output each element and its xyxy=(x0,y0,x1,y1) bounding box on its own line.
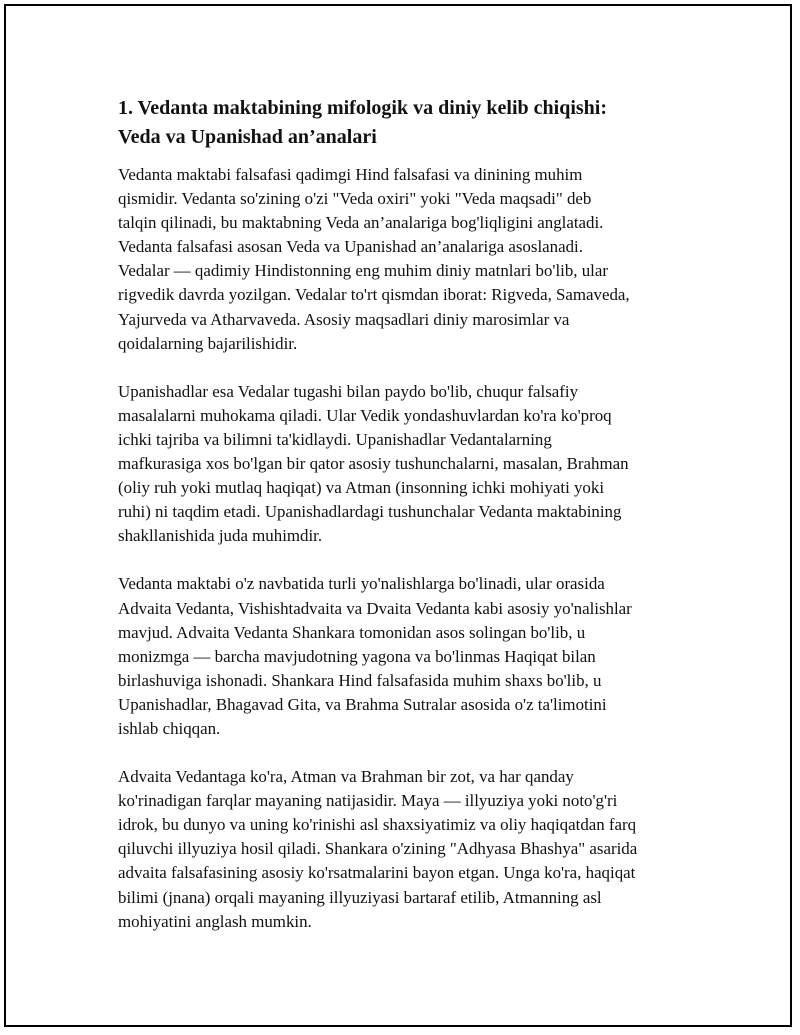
text-line: Upanishadlar esa Vedalar tugashi bilan paydo bo'lib, chuqur falsafiy xyxy=(118,381,579,401)
text-line: idrok, bu dunyo va uning ko'rinishi asl shaxsiyatimiz va oliy haqiqatdan farq xyxy=(118,815,637,835)
section-heading xyxy=(118,94,668,152)
text-line: advaita falsafasining asosiy ko'rsatmalarini bayon etgan. Unga ko'ra, haqiqat xyxy=(118,863,636,883)
text-line: qoidalarning bajarilishidir. xyxy=(118,333,298,353)
text-line: mavjud. Advaita Vedanta Shankara tomonidan asos solingan bo'lib, u xyxy=(118,622,586,642)
text-line: Vedanta maktabi falsafasi qadimgi Hind falsafasi va dinining muhim xyxy=(118,165,583,184)
text-line: shakllanishida juda muhimdir. xyxy=(118,526,323,546)
text-line: (oliy ruh yoki mutlaq haqiqat) va Atman (insonning ichki mohiyati yoki xyxy=(118,478,605,498)
text-line: ishlab chiqqan. xyxy=(118,718,221,738)
text-line: Advaita Vedanta, Vishishtadvaita va Dvaita Vedanta kabi asosiy yo'nalishlar xyxy=(118,598,632,618)
heading-line: 1. Vedanta maktabining mifologik va diniy kelib chiqishi: xyxy=(118,97,608,119)
text-line: birlashuviga ishonadi. Shankara Hind falsafasida muhim shaxs bo'lib, u xyxy=(118,670,602,690)
text-line: ko'rinadigan farqlar mayaning natijasidir. Maya — illyuziya yoki noto'g'ri xyxy=(118,791,618,811)
text-line: masalalarni muhokama qiladi. Ular Vedik yondashuvlardan ko'ra ko'proq xyxy=(118,405,612,425)
heading-line: Veda va Upanishad an’analari xyxy=(118,126,377,148)
text-line: qiluvchi illyuziya hosil qiladi. Shankara o'zining "Adhyasa Bhashya" asarida xyxy=(118,839,638,859)
text-line: qismidir. Vedanta so'zining o'zi "Veda oxiri" yoki "Veda maqsadi" deb xyxy=(118,189,592,209)
text-line: ruhi) ni taqdim etadi. Upanishadlardagi tushunchalar Vedanta maktabining xyxy=(118,502,622,522)
text-line: rigvedik davrda yozilgan. Vedalar to'rt qismdan iborat: Rigveda, Samaveda, xyxy=(118,285,630,305)
text-line: Vedanta maktabi o'z navbatida turli yo'nalishlarga bo'linadi, ular orasida xyxy=(118,574,605,594)
text-line: ichki tajriba va bilimni ta'kidlaydi. Upanishadlar Vedantalarning xyxy=(118,429,552,449)
text-line: Vedalar — qadimiy Hindistonning eng muhim diniy matnlari bo'lib, ular xyxy=(118,261,608,281)
text-line: Vedanta falsafasi asosan Veda va Upanishad an’analariga asoslanadi. xyxy=(118,237,583,257)
text-line: Upanishadlar, Bhagavad Gita, va Brahma Sutralar asosida o'z ta'limotini xyxy=(118,694,607,714)
text-line: monizmga — barcha mavjudotning yagona va bo'linmas Haqiqat bilan xyxy=(118,646,596,666)
text-line: talqin qilinadi, bu maktabning Veda an’analariga bog'liqligini anglatadi. xyxy=(118,213,604,233)
text-line: mafkurasiga xos bo'lgan bir qator asosiy tushunchalarni, masalan, Brahman xyxy=(118,454,629,474)
text-line: bilimi (jnana) orqali mayaning illyuziyasi bartaraf etilib, Atmanning asl xyxy=(118,887,602,907)
text-line: Advaita Vedantaga ko'ra, Atman va Brahman bir zot, va har qanday xyxy=(118,767,574,787)
text-line: mohiyatini anglash mumkin. xyxy=(118,911,312,931)
paragraph-4 xyxy=(118,765,668,934)
paragraph-1 xyxy=(118,163,668,356)
document-body xyxy=(118,94,668,958)
paragraph-3 xyxy=(118,572,668,741)
text-line: Yajurveda va Atharvaveda. Asosiy maqsadlari diniy marosimlar va xyxy=(118,309,570,329)
paragraph-2 xyxy=(118,380,668,549)
